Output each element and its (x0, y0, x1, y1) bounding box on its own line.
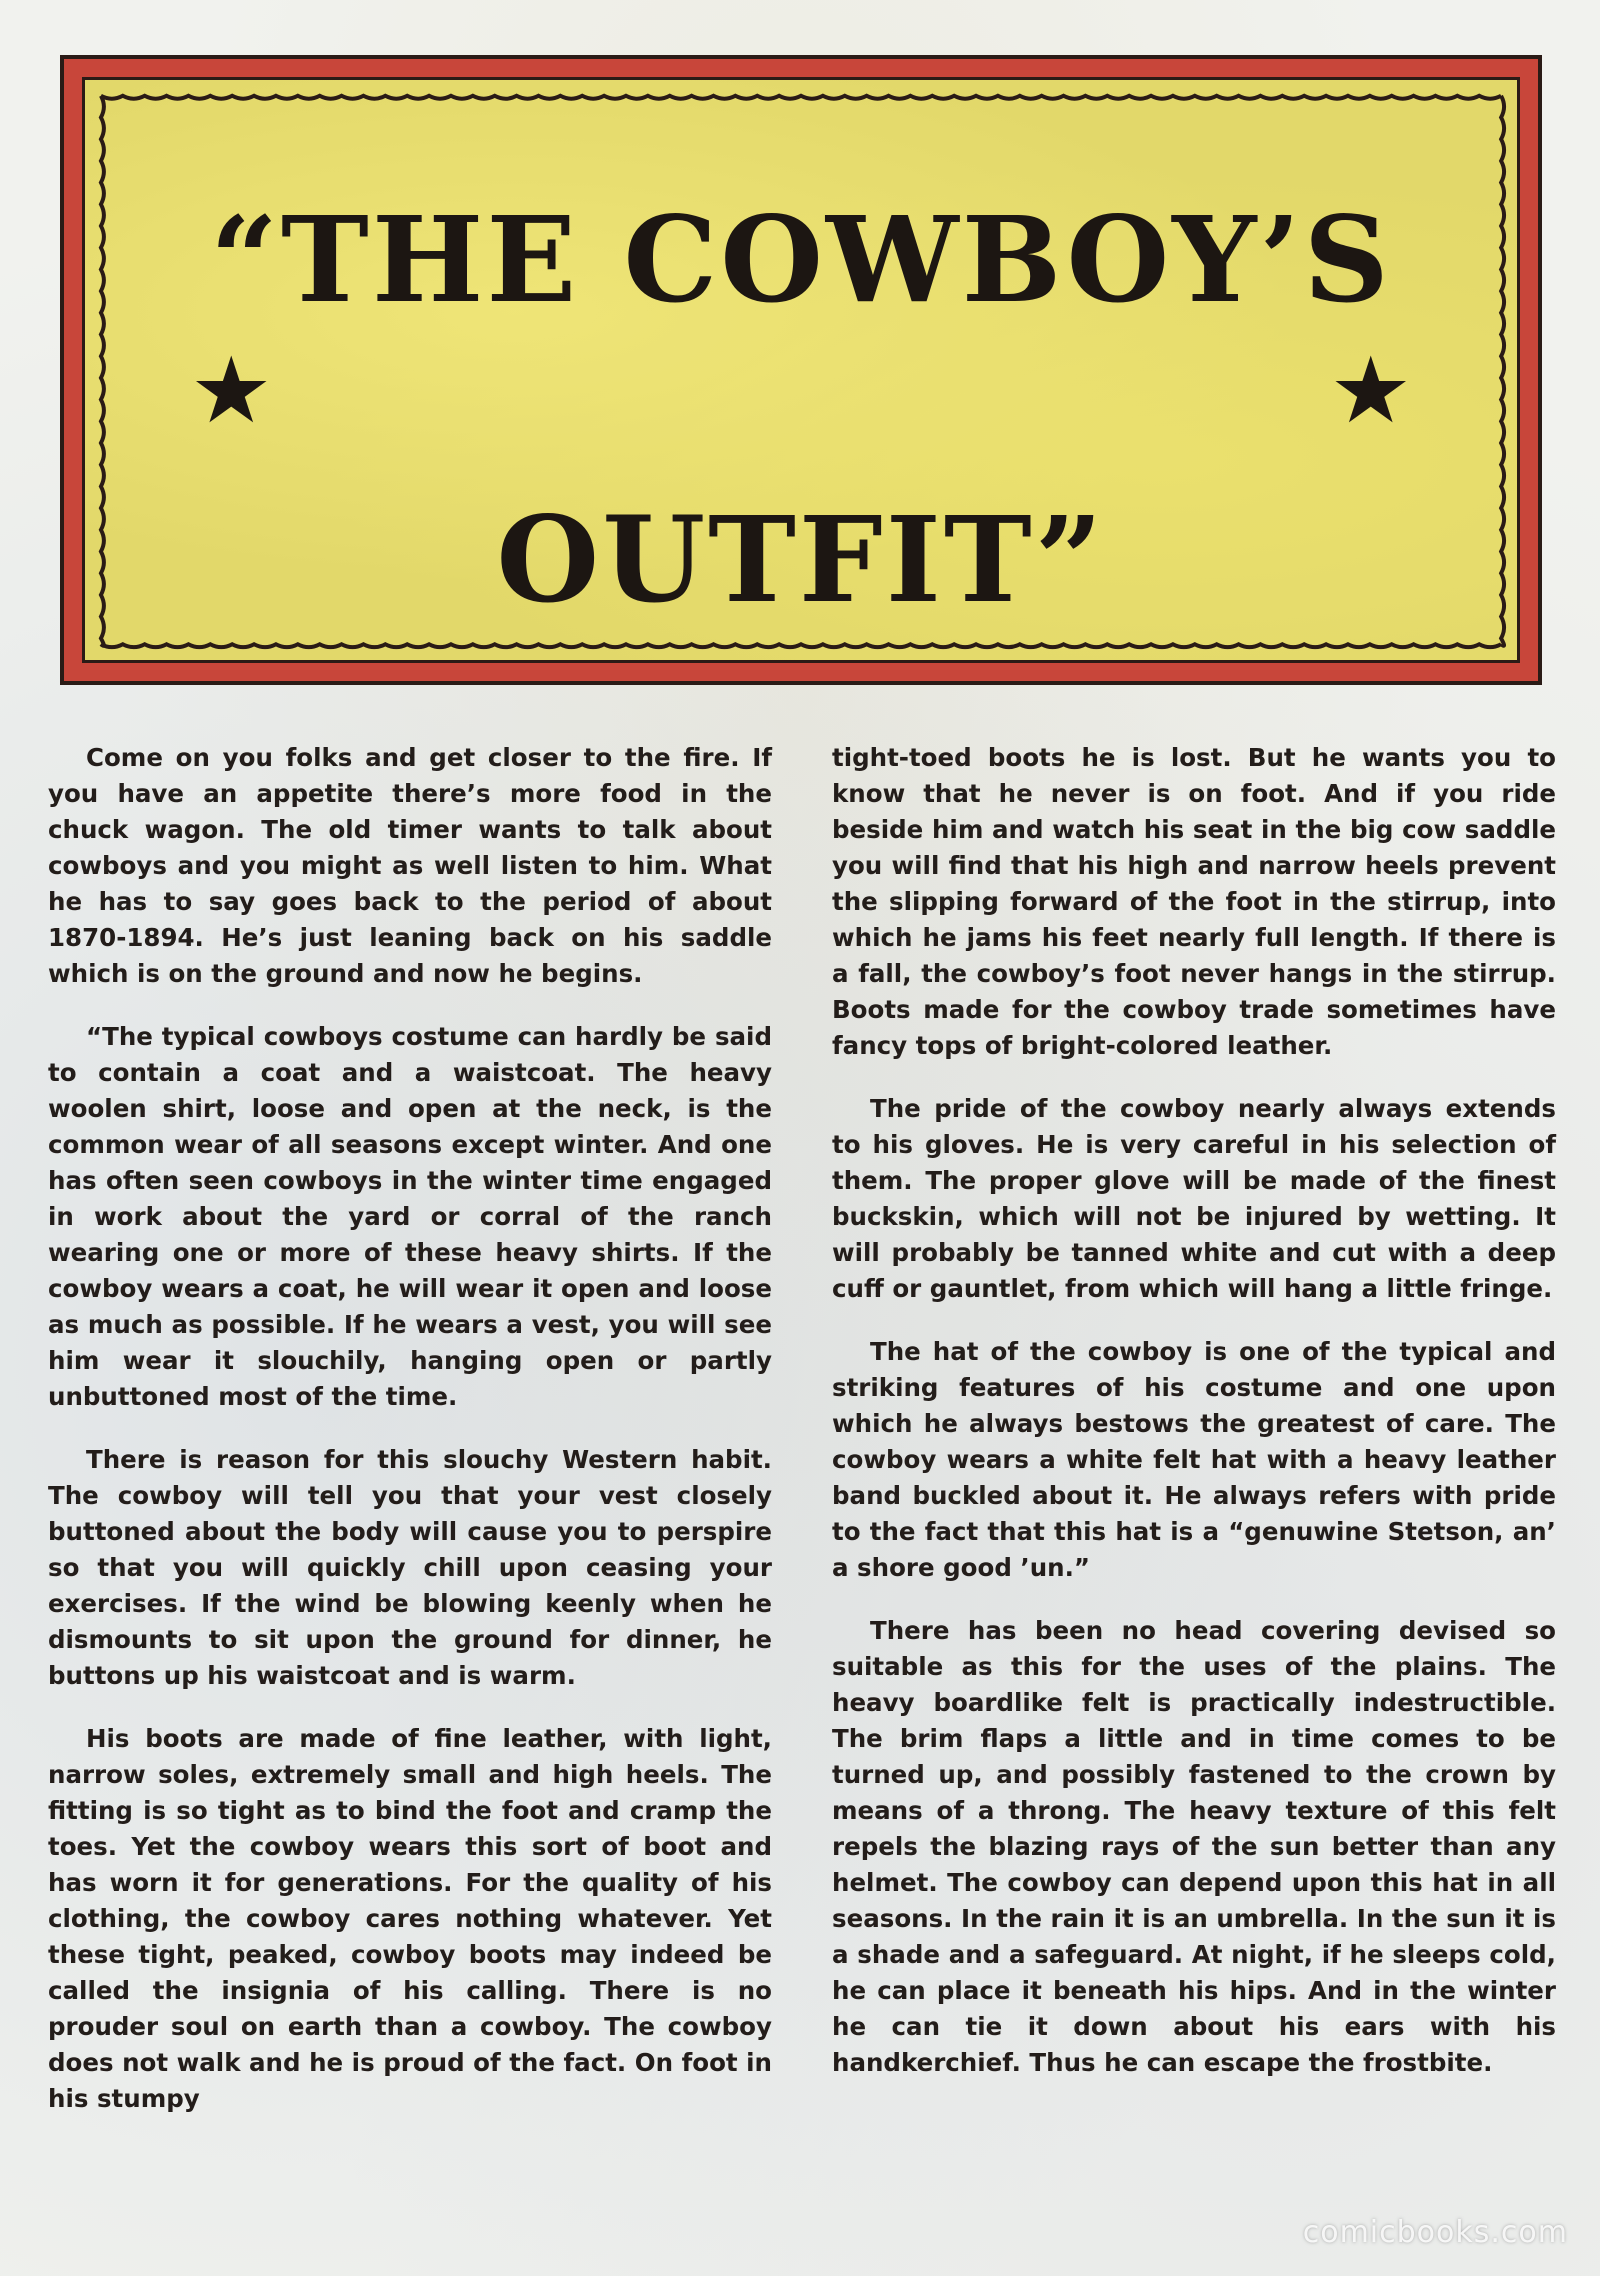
star-icon-right: ★ (1329, 337, 1412, 444)
site-watermark: comicbooks.com (1302, 2215, 1568, 2250)
paragraph: His boots are made of fine leather, with light, narrow soles, extremely small and high heels. The fitting is so tight as to bind the foot and cramp the toes. Yet the cowboy wears this sort of boot and has worn it for generations. For the quality of his clothing, the cowboy cares nothing whatever. Yet these tight, peaked, cowboy boots may indeed be called the insignia of his calling. There is no prouder soul on earth than a cowboy. The cowboy does not walk and he is proud of the fact. On foot in his stumpy (48, 1724, 772, 2113)
title-panel (82, 77, 1520, 663)
paragraph: Come on you folks and get closer to the fire. If you have an appetite there’s more food in the chuck wagon. The old timer wants to talk about cowboys and you might as well listen to him. What he has to say goes back to the period of about 1870-1894. He’s just leaning back on his saddle which is on the ground and now he begins. (48, 743, 772, 988)
paragraph: “The typical cowboys costume can hardly be said to contain a coat and a waistcoat. The heavy woolen shirt, loose and open at the neck, is the common wear of all seasons except winter. And one has often seen cowboys in the winter time engaged in work about the yard or corral of the ranch wearing one or more of these heavy shirts. If the cowboy wears a coat, he will wear it open and loose as much as possible. If he wears a vest, you will see him wear it slouchily, hanging open or partly unbuttoned most of the time. (48, 1022, 772, 1411)
title-line-2: OUTFIT” (496, 490, 1106, 629)
title-banner (60, 55, 1542, 685)
article-body (48, 740, 1556, 2240)
paragraph: There is reason for this slouchy Western habit. The cowboy will tell you that your vest closely buttoned about the body will cause you to perspire so that you will quickly chill upon ceasing your exercises. If the wind be blowing keenly when he dismounts to sit upon the ground for dinner, he buttons up his waistcoat and is warm. (48, 1445, 772, 1690)
article-column-right (832, 740, 1556, 2108)
article-column-left (48, 740, 772, 2144)
paragraph: There has been no head covering devised so suitable as this for the uses of the plains. The heavy boardlike felt is practically indestructible. The brim flaps a little and in time comes to be turned up, and possibly fastened to the crown by means of a throng. The heavy texture of this felt repels the blazing rays of the sun better than any helmet. The cowboy can depend upon this hat in all seasons. In the rain it is an umbrella. In the sun it is a shade and a safeguard. At night, if he sleeps cold, he can place it beneath his hips. And in the winter he can tie it down about his ears with his handkerchief. Thus he can escape the frostbite. (832, 1616, 1556, 2077)
paragraph: The pride of the cowboy nearly always extends to his gloves. He is very careful in his selection of them. The proper glove will be made of the finest buckskin, which will not be injured by wetting. It will probably be tanned white and cut with a deep cuff or gauntlet, from which will hang a little fringe. (832, 1094, 1556, 1303)
title-line-1: “THE COWBOY’S (210, 190, 1392, 329)
paragraph: The hat of the cowboy is one of the typical and striking features of his costume and one upon which he always bestows the greatest of care. The cowboy wears a white felt hat with a heavy leather band buckled about it. He always refers with pride to the fact that this hat is a “genuwine Stetson, an’ a shore good ’un.” (832, 1337, 1556, 1582)
star-icon-left: ★ (190, 337, 273, 444)
paragraph-continuation: tight-toed boots he is lost. But he wants you to know that he never is on foot. And if you ride beside him and watch his seat in the big cow saddle you will find that his high and narrow heels prevent the slipping forward of the foot in the stirrup, into which he jams his feet nearly full length. If there is a fall, the cowboy’s foot never hangs in the stirrup. Boots made for the cowboy trade sometimes have fancy tops of bright-colored leather. (832, 743, 1556, 1060)
